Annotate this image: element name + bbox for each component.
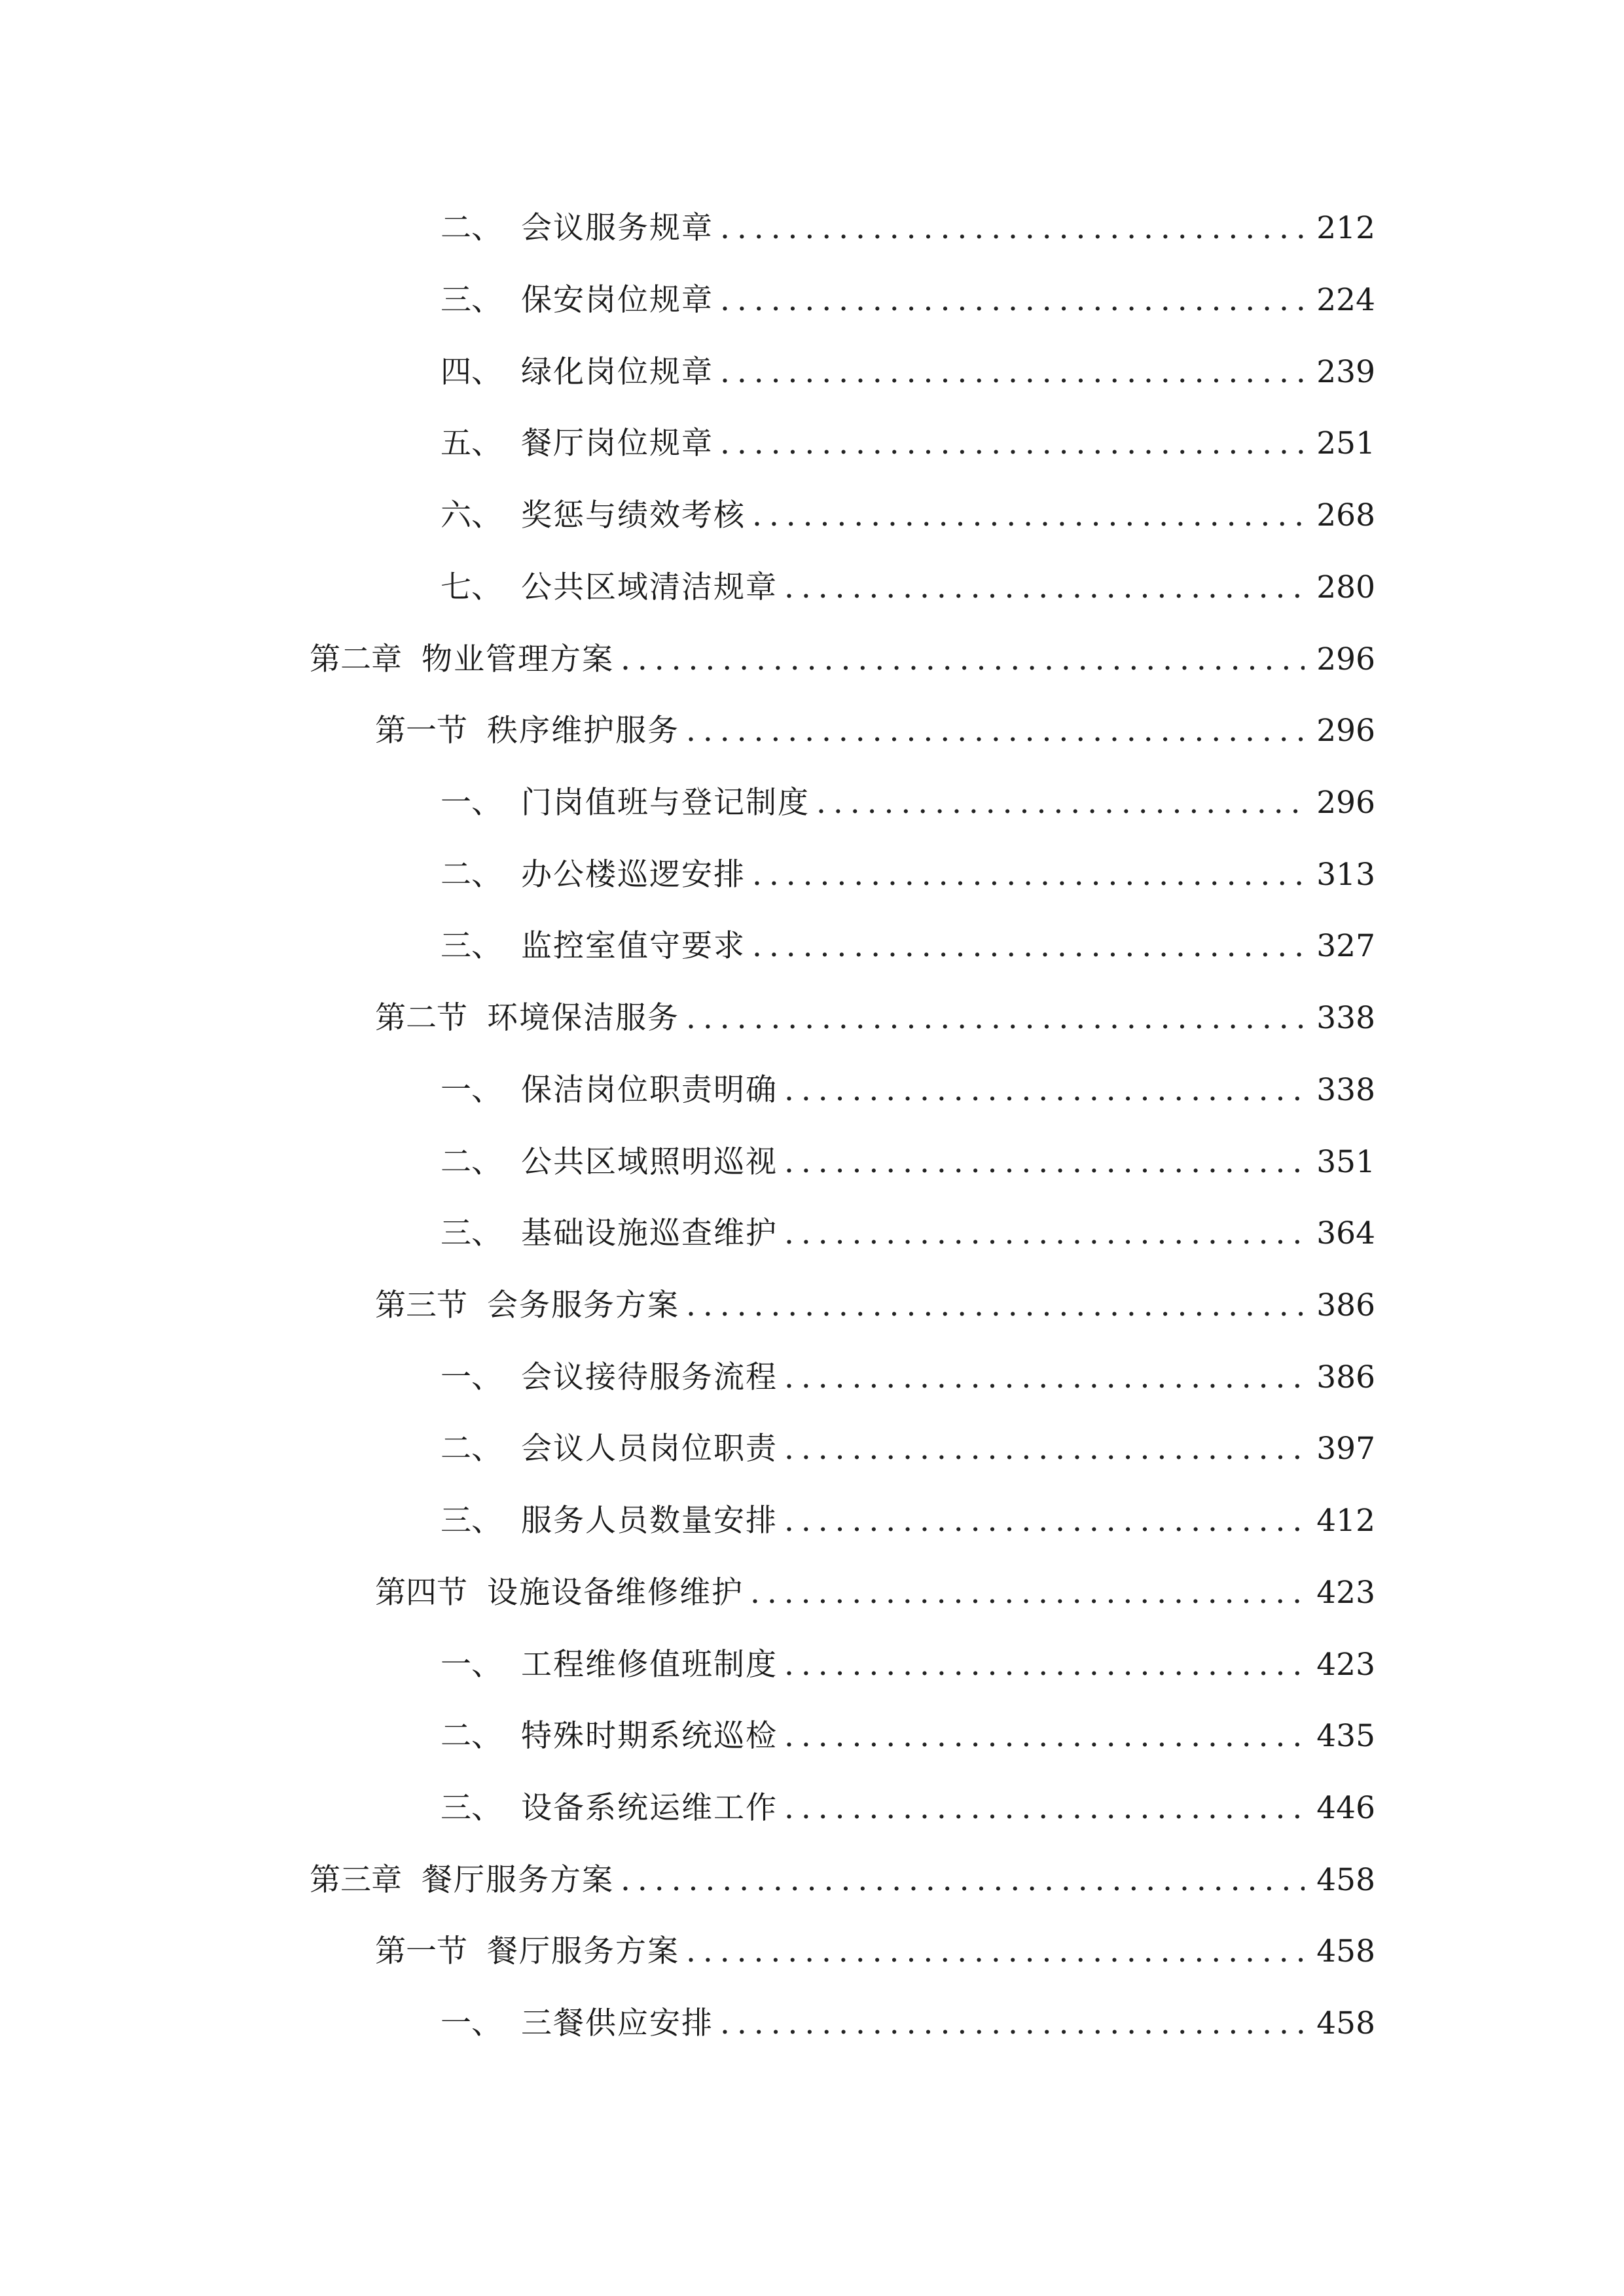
toc-entry-page: 351 — [1316, 1144, 1375, 1180]
dot-leader — [621, 637, 1305, 683]
toc-entry-page: 446 — [1316, 1790, 1375, 1826]
toc-entry-title: 餐厅服务方案 — [422, 1862, 614, 1898]
toc-entry-title: 绿化岗位规章 — [521, 354, 713, 390]
toc-entry-title: 办公楼巡逻安排 — [521, 857, 746, 893]
toc-entry[interactable] — [441, 421, 1375, 467]
dot-leader — [784, 1211, 1305, 1257]
toc-entry-number: 六、 — [441, 497, 502, 533]
toc-entry-page: 296 — [1316, 641, 1375, 677]
toc-entry[interactable] — [441, 565, 1375, 611]
toc-entry-title: 三餐供应安排 — [521, 2005, 713, 2041]
dot-leader — [686, 996, 1305, 1041]
toc-entry-number: 一、 — [441, 2005, 502, 2041]
toc-entry-page: 423 — [1316, 1575, 1375, 1611]
toc-entry-page: 296 — [1316, 713, 1375, 749]
toc-section-entry[interactable] — [375, 1929, 1375, 1975]
toc-entry-number: 第四节 — [375, 1575, 467, 1611]
toc-entry-title: 门岗值班与登记制度 — [521, 785, 810, 821]
dot-leader — [720, 206, 1305, 251]
toc-entry-page: 364 — [1316, 1215, 1375, 1251]
toc-chapter-entry[interactable] — [310, 1857, 1375, 1903]
toc-entry-page: 224 — [1316, 282, 1375, 318]
toc-entry[interactable] — [441, 1785, 1375, 1831]
toc-entry-title: 保洁岗位职责明确 — [521, 1072, 778, 1108]
dot-leader — [784, 565, 1305, 611]
toc-entry[interactable] — [441, 206, 1375, 251]
toc-entry[interactable] — [441, 350, 1375, 395]
toc-entry-page: 397 — [1316, 1431, 1375, 1467]
toc-entry-title: 会议服务规章 — [521, 210, 713, 246]
toc-entry-number: 二、 — [441, 210, 502, 246]
toc-entry[interactable] — [441, 1355, 1375, 1401]
toc-entry-number: 四、 — [441, 354, 502, 390]
toc-entry-title: 基础设施巡查维护 — [521, 1215, 778, 1251]
toc-section-entry[interactable] — [375, 1283, 1375, 1329]
dot-leader — [720, 421, 1305, 467]
toc-entry-number: 一、 — [441, 1072, 502, 1108]
toc-entry-page: 212 — [1316, 210, 1375, 246]
toc-entry-number: 第二章 — [310, 641, 402, 677]
toc-entry-number: 二、 — [441, 1718, 502, 1754]
dot-leader — [720, 2001, 1305, 2047]
dot-leader — [784, 1498, 1305, 1544]
toc-entry-number: 第一节 — [375, 1933, 467, 1969]
toc-entry-page: 251 — [1316, 425, 1375, 461]
toc-entry-title: 服务人员数量安排 — [521, 1503, 778, 1539]
toc-entry[interactable] — [441, 1498, 1375, 1544]
dot-leader — [720, 350, 1305, 395]
toc-entry-number: 第三节 — [375, 1287, 467, 1323]
toc-entry-number: 第三章 — [310, 1862, 402, 1898]
dot-leader — [816, 780, 1305, 826]
toc-entry-title: 公共区域照明巡视 — [521, 1144, 778, 1180]
toc-entry-number: 三、 — [441, 282, 502, 318]
toc-entry-page: 296 — [1316, 785, 1375, 821]
dot-leader — [784, 1139, 1305, 1185]
toc-entry-number: 二、 — [441, 1431, 502, 1467]
toc-entry-title: 保安岗位规章 — [521, 282, 713, 318]
toc-entry[interactable] — [441, 780, 1375, 826]
toc-entry[interactable] — [441, 1211, 1375, 1257]
toc-entry-number: 三、 — [441, 928, 502, 964]
toc-entry-title: 餐厅服务方案 — [487, 1933, 679, 1969]
toc-entry[interactable] — [441, 1642, 1375, 1688]
dot-leader — [752, 924, 1305, 969]
toc-entry-title: 设施设备维修维护 — [487, 1575, 744, 1611]
dot-leader — [784, 1713, 1305, 1759]
toc-entry[interactable] — [441, 924, 1375, 969]
toc-entry-title: 工程维修值班制度 — [521, 1647, 778, 1683]
toc-entry-title: 会务服务方案 — [487, 1287, 679, 1323]
toc-entry-page: 458 — [1316, 1862, 1375, 1898]
toc-entry[interactable] — [441, 493, 1375, 539]
toc-entry-number: 三、 — [441, 1790, 502, 1826]
toc-entry-page: 268 — [1316, 497, 1375, 533]
toc-entry-title: 设备系统运维工作 — [521, 1790, 778, 1826]
toc-entry[interactable] — [441, 1713, 1375, 1759]
toc-entry-number: 二、 — [441, 1144, 502, 1180]
toc-entry-page: 458 — [1316, 2005, 1375, 2041]
dot-leader — [784, 1426, 1305, 1472]
toc-entry-page: 313 — [1316, 857, 1375, 893]
toc-entry-title: 奖惩与绩效考核 — [521, 497, 746, 533]
toc-section-entry[interactable] — [375, 996, 1375, 1041]
toc-entry-title: 会议接待服务流程 — [521, 1359, 778, 1395]
toc-entry-title: 公共区域清洁规章 — [521, 569, 778, 605]
toc-entry-page: 458 — [1316, 1933, 1375, 1969]
toc-entry-number: 五、 — [441, 425, 502, 461]
dot-leader — [750, 1570, 1305, 1616]
dot-leader — [784, 1067, 1305, 1113]
toc-entry-title: 餐厅岗位规章 — [521, 425, 713, 461]
dot-leader — [784, 1642, 1305, 1688]
toc-section-entry[interactable] — [375, 708, 1375, 754]
dot-leader — [784, 1785, 1305, 1831]
toc-entry-number: 第二节 — [375, 1000, 467, 1036]
toc-entry-page: 423 — [1316, 1647, 1375, 1683]
toc-chapter-entry[interactable] — [310, 637, 1375, 683]
toc-entry-title: 秩序维护服务 — [487, 713, 679, 749]
dot-leader — [686, 1929, 1305, 1975]
toc-entry-page: 239 — [1316, 354, 1375, 390]
toc-entry-title: 环境保洁服务 — [487, 1000, 679, 1036]
toc-entry-number: 七、 — [441, 569, 502, 605]
toc-entry-page: 338 — [1316, 1000, 1375, 1036]
toc-entry-number: 三、 — [441, 1215, 502, 1251]
toc-entry-title: 会议人员岗位职责 — [521, 1431, 778, 1467]
dot-leader — [720, 278, 1305, 323]
toc-entry[interactable] — [441, 1426, 1375, 1472]
toc-entry-number: 二、 — [441, 857, 502, 893]
dot-leader — [686, 708, 1305, 754]
toc-entry[interactable] — [441, 278, 1375, 323]
toc-entry-title: 特殊时期系统巡检 — [521, 1718, 778, 1754]
toc-entry-page: 386 — [1316, 1359, 1375, 1395]
toc-entry[interactable] — [441, 1139, 1375, 1185]
toc-entry[interactable] — [441, 1067, 1375, 1113]
toc-entry-page: 280 — [1316, 569, 1375, 605]
toc-section-entry[interactable] — [375, 1570, 1375, 1616]
dot-leader — [752, 493, 1305, 539]
dot-leader — [752, 852, 1305, 898]
toc-entry-number: 一、 — [441, 1647, 502, 1683]
toc-entry-title: 监控室值守要求 — [521, 928, 746, 964]
toc-entry-number: 一、 — [441, 785, 502, 821]
toc-entry-number: 第一节 — [375, 713, 467, 749]
toc-entry-number: 三、 — [441, 1503, 502, 1539]
toc-entry-number: 一、 — [441, 1359, 502, 1395]
toc-entry-page: 412 — [1316, 1503, 1375, 1539]
dot-leader — [784, 1355, 1305, 1401]
toc-entry-page: 386 — [1316, 1287, 1375, 1323]
toc-entry-title: 物业管理方案 — [422, 641, 614, 677]
toc-entry-page: 435 — [1316, 1718, 1375, 1754]
dot-leader — [686, 1283, 1305, 1329]
toc-entry[interactable] — [441, 852, 1375, 898]
dot-leader — [621, 1857, 1305, 1903]
toc-entry[interactable] — [441, 2001, 1375, 2047]
toc-entry-page: 338 — [1316, 1072, 1375, 1108]
toc-entry-page: 327 — [1316, 928, 1375, 964]
